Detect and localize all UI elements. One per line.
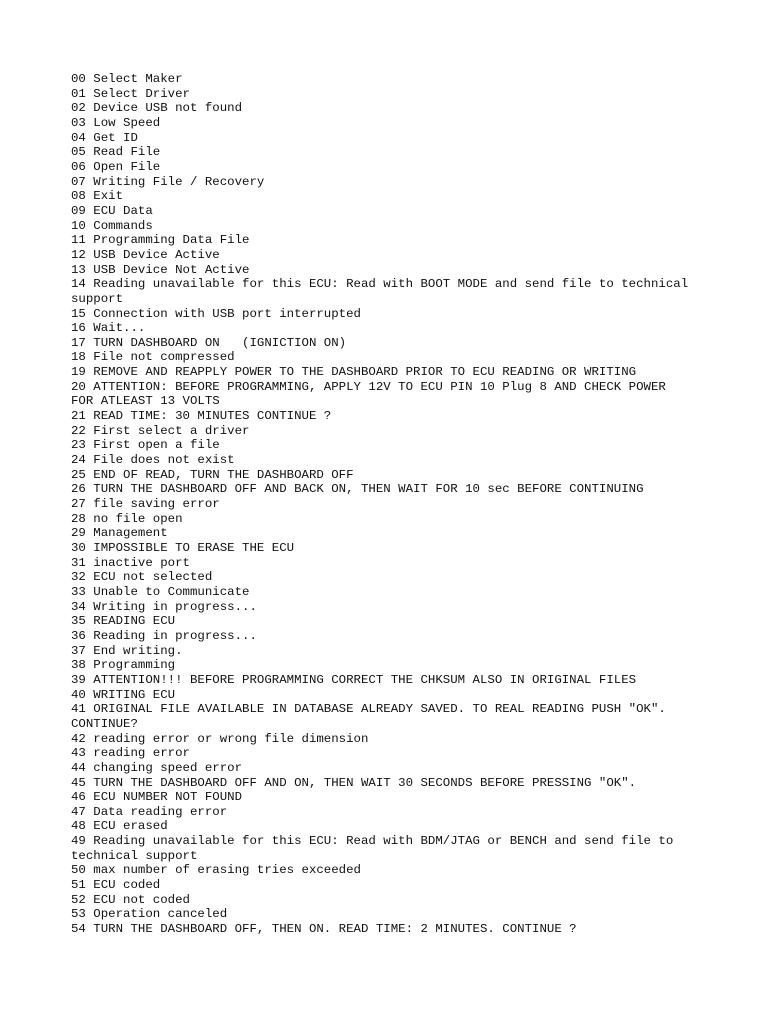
text-line: CONTINUE? [71, 716, 138, 731]
text-line: 06 Open File [71, 159, 161, 174]
text-line: 10 Commands [71, 218, 153, 233]
text-line: 36 Reading in progress... [71, 628, 257, 643]
text-line: 46 ECU NUMBER NOT FOUND [71, 790, 243, 805]
text-line: 43 reading error [71, 746, 190, 761]
text-line: 15 Connection with USB port interrupted [71, 306, 361, 321]
text-line: 09 ECU Data [71, 203, 153, 218]
text-line: 03 Low Speed [71, 115, 161, 130]
document-page [71, 72, 711, 937]
text-line: 35 READING ECU [71, 614, 176, 629]
text-line: 00 Select Maker [71, 72, 183, 86]
text-line: 48 ECU erased [71, 819, 168, 834]
text-line: 30 IMPOSSIBLE TO ERASE THE ECU [71, 541, 295, 555]
text-line: 07 Writing File / Recovery [71, 174, 265, 189]
text-line: 40 WRITING ECU [71, 687, 176, 702]
text-line: 08 Exit [71, 189, 124, 204]
text-line: 12 USB Device Active [71, 247, 220, 262]
text-line: 27 file saving error [71, 497, 220, 512]
text-line: 18 File not compressed [71, 350, 235, 365]
text-line: support [71, 291, 124, 306]
text-line: 32 ECU not selected [71, 570, 213, 585]
text-line: technical support [71, 848, 198, 863]
text-line: 52 ECU not coded [71, 892, 190, 907]
text-line: 14 Reading unavailable for this ECU: Read with BOOT MODE and send file to technical [71, 277, 689, 292]
text-line: 19 REMOVE AND REAPPLY POWER TO THE DASHBOARD PRIOR TO ECU READING OR WRITING [71, 365, 637, 380]
text-line: 54 TURN THE DASHBOARD OFF, THEN ON. READ TIME: 2 MINUTES. CONTINUE ? [71, 922, 577, 937]
text-line: 39 ATTENTION!!! BEFORE PROGRAMMING CORRECT THE CHKSUM ALSO IN ORIGINAL FILES [71, 672, 637, 687]
text-line: 05 Read File [71, 145, 161, 160]
text-line: 50 max number of erasing tries exceeded [71, 863, 361, 878]
text-line: 04 Get ID [71, 130, 138, 145]
text-line: 29 Management [71, 526, 168, 541]
text-line: 38 Programming [71, 658, 176, 673]
text-line: 11 Programming Data File [71, 233, 250, 248]
text-line: 13 USB Device Not Active [71, 262, 250, 277]
text-line: 02 Device USB not found [71, 101, 243, 116]
text-line: 49 Reading unavailable for this ECU: Read with BDM/JTAG or BENCH and send file to [71, 834, 674, 849]
text-line: 21 READ TIME: 30 MINUTES CONTINUE ? [71, 409, 332, 424]
text-line: 23 First open a file [71, 438, 220, 453]
text-line: 47 Data reading error [71, 804, 228, 819]
text-line: 34 Writing in progress... [71, 599, 257, 614]
text-line: 45 TURN THE DASHBOARD OFF AND ON, THEN WAIT 30 SECONDS BEFORE PRESSING "OK". [71, 775, 637, 790]
text-line: 01 Select Driver [71, 86, 190, 101]
text-line: 37 End writing. [71, 643, 183, 658]
text-line: 22 First select a driver [71, 423, 250, 438]
text-line: 20 ATTENTION: BEFORE PROGRAMMING, APPLY 12V TO ECU PIN 10 Plug 8 AND CHECK POWER [71, 379, 666, 394]
text-line: 53 Operation canceled [71, 907, 228, 922]
text-line: 28 no file open [71, 511, 183, 526]
text-line: 16 Wait... [71, 321, 146, 336]
text-line: 31 inactive port [71, 555, 190, 570]
text-line: 33 Unable to Communicate [71, 584, 250, 599]
text-line: 41 ORIGINAL FILE AVAILABLE IN DATABASE ALREADY SAVED. TO REAL READING PUSH "OK". [71, 702, 666, 717]
text-line: 24 File does not exist [71, 453, 235, 468]
text-line: 26 TURN THE DASHBOARD OFF AND BACK ON, THEN WAIT FOR 10 sec BEFORE CONTINUING [71, 482, 644, 497]
text-line: 42 reading error or wrong file dimension [71, 731, 369, 746]
text-line: FOR ATLEAST 13 VOLTS [71, 394, 220, 409]
text-line: 44 changing speed error [71, 760, 243, 775]
text-line: 25 END OF READ, TURN THE DASHBOARD OFF [71, 467, 354, 482]
text-line: 51 ECU coded [71, 878, 161, 893]
text-line: 17 TURN DASHBOARD ON (IGNICTION ON) [71, 335, 347, 350]
